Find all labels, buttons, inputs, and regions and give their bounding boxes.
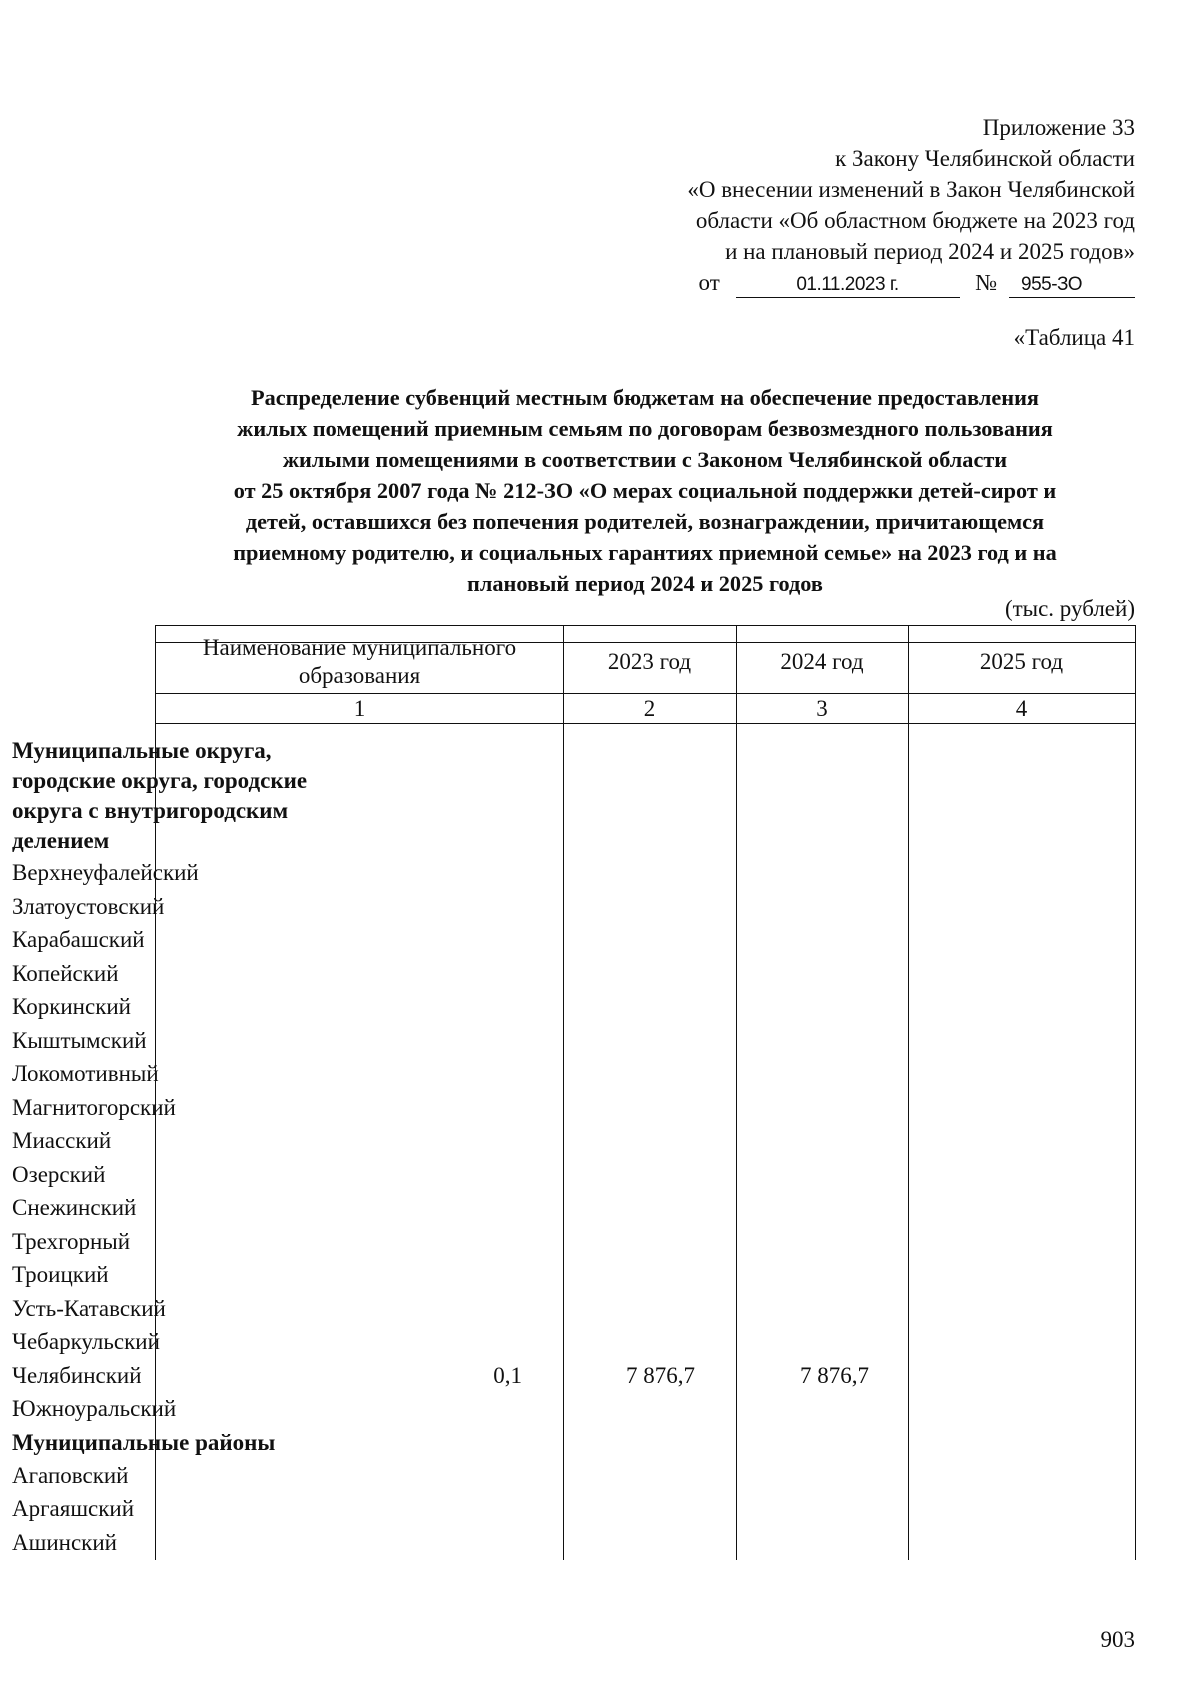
units-label: (тыс. рублей)	[1004, 596, 1135, 621]
group-header-row	[12, 736, 972, 856]
municipality-name: Челябинский	[12, 1362, 142, 1388]
municipality-name: Карабашский	[12, 927, 145, 952]
group-header-row	[12, 1426, 972, 1459]
group-label-line: делением	[12, 828, 110, 853]
municipality-name: Усть-Катавский	[12, 1295, 166, 1321]
municipality-name: Миасский	[12, 1128, 112, 1153]
municipality-name: Чебаркульский	[12, 1329, 160, 1354]
table-row	[12, 990, 972, 1024]
appendix-header	[495, 112, 1135, 298]
municipality-name: Кыштымский	[12, 1027, 147, 1053]
municipality-name: Троицкий	[12, 1262, 109, 1287]
header-bottom-border	[156, 693, 1135, 694]
municipality-name: Магнитогорский	[12, 1094, 176, 1120]
title-line: детей, оставшихся без попечения родителей, вознаграждении, причитающемся	[245, 509, 1045, 534]
municipality-name: Копейский	[12, 960, 119, 986]
title-line: приемному родителю, и социальных гарантиях приемной семье» на 2023 год и на	[233, 540, 1057, 565]
table-row	[12, 1392, 972, 1426]
document-title	[150, 382, 1140, 599]
table-row	[12, 1024, 972, 1058]
municipality-name: Озерский	[12, 1161, 106, 1187]
law-date-number-line	[495, 267, 1135, 298]
municipality-name: Южноуральский	[12, 1396, 177, 1421]
page-number: 903	[1100, 1627, 1135, 1652]
group-label-line: городские округа, городские	[12, 768, 308, 793]
column-number-2: 2	[643, 696, 656, 721]
group-label-line: округа с внутригородским	[12, 798, 289, 823]
municipality-name: Ашинский	[12, 1529, 117, 1555]
table-row	[12, 1124, 972, 1158]
table-row	[12, 1459, 972, 1493]
title-line: Распределение субвенций местным бюджетам на обеспечение предоставления	[250, 385, 1039, 410]
group-label-line: Муниципальные округа,	[12, 738, 272, 763]
table-row	[12, 890, 972, 924]
date-prefix: от	[698, 270, 720, 295]
table-row	[12, 1225, 972, 1259]
title-line: жилыми помещениями в соответствии с Законом Челябинской области	[282, 447, 1008, 472]
table-row	[12, 1359, 972, 1393]
law-reference: к Закону Челябинской области	[835, 146, 1135, 171]
table-row	[12, 1258, 972, 1292]
table-row	[12, 1191, 972, 1225]
table-row	[12, 923, 972, 957]
municipality-name: Трехгорный	[12, 1228, 131, 1254]
table-body	[12, 736, 972, 1559]
municipality-name: Коркинский	[12, 994, 131, 1019]
title-line: жилых помещений приемным семьям по договорам безвозмездного пользования	[237, 416, 1053, 441]
law-title-line-1: «О внесении изменений в Закон Челябинской	[687, 177, 1135, 202]
law-date: 01.11.2023 г.	[736, 273, 960, 298]
municipality-name: Верхнеуфалейский	[12, 860, 199, 885]
table-row	[12, 1057, 972, 1091]
value-2025: 7 876,7	[800, 1362, 869, 1388]
municipality-name: Снежинский	[12, 1195, 137, 1220]
column-header-2025: 2025 год	[979, 649, 1064, 674]
table-row	[12, 1091, 972, 1125]
table-label: «Таблица 41	[1013, 325, 1135, 350]
law-number: 955-ЗО	[1009, 273, 1135, 298]
appendix-number: Приложение 33	[982, 115, 1135, 140]
table-row	[12, 1292, 972, 1326]
table-row	[12, 1158, 972, 1192]
table-row	[12, 1526, 972, 1560]
number-row-bottom-border	[156, 723, 1135, 724]
table-row	[12, 957, 972, 991]
value-2024: 7 876,7	[626, 1362, 695, 1388]
law-title-line-2: области «Об областном бюджете на 2023 год	[695, 208, 1135, 233]
municipality-name: Агаповский	[12, 1462, 129, 1488]
table-row	[12, 1492, 972, 1526]
municipality-name: Аргаяшский	[12, 1496, 135, 1521]
table-row	[12, 856, 972, 890]
title-line: от 25 октября 2007 года № 212-ЗО «О мерах социальной поддержки детей-сирот и	[233, 478, 1057, 503]
column-header-name: Наименование муниципального образования	[202, 635, 517, 688]
municipality-name: Златоустовский	[12, 893, 165, 919]
title-line: плановый период 2024 и 2025 годов	[467, 571, 823, 596]
value-2023: 0,1	[493, 1362, 522, 1388]
column-number-4: 4	[1015, 696, 1028, 721]
column-number-3: 3	[816, 696, 828, 721]
table-row	[12, 1325, 972, 1359]
law-title-line-3: и на плановый период 2024 и 2025 годов»	[725, 239, 1135, 264]
group-label-line: Муниципальные районы	[12, 1429, 276, 1455]
column-header-2024: 2024 год	[780, 649, 864, 674]
municipality-name: Локомотивный	[12, 1061, 159, 1086]
column-header-2023: 2023 год	[607, 649, 692, 674]
column-number-1: 1	[353, 696, 366, 721]
number-prefix: №	[975, 270, 998, 295]
